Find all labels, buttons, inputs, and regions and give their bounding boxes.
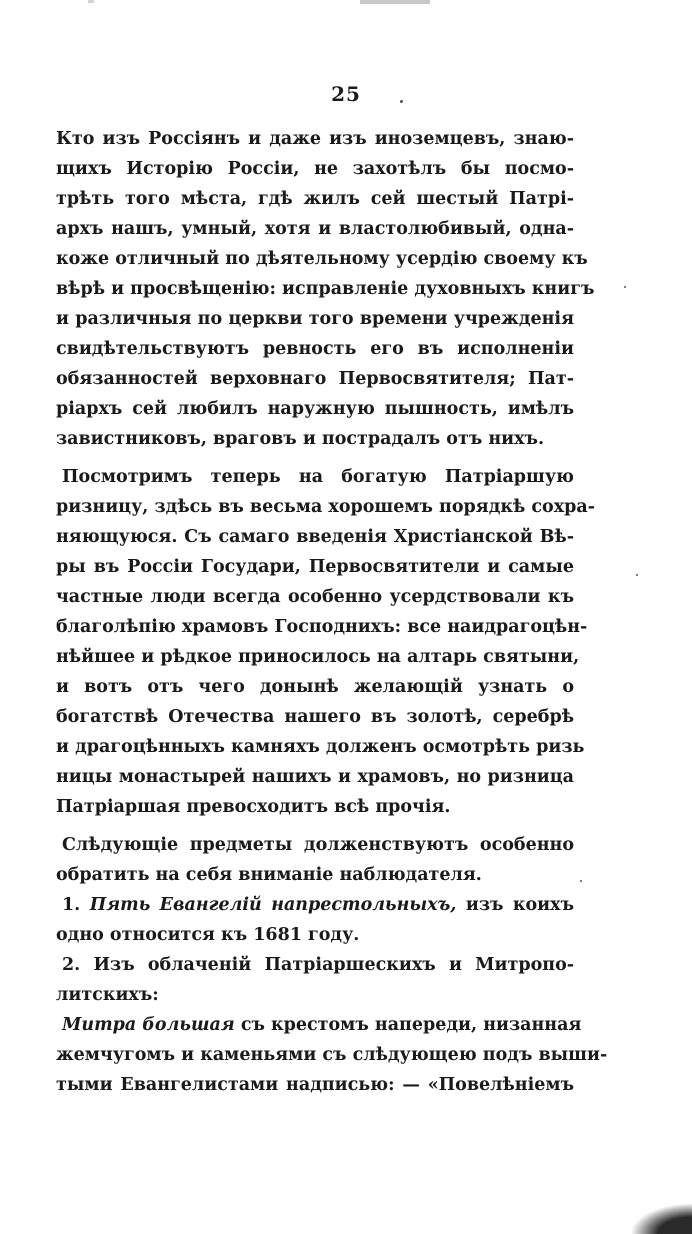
paragraph	[56, 950, 574, 1010]
page-number: 25	[331, 82, 361, 106]
text-line: одно относится къ 1681 году.	[56, 925, 360, 945]
paragraph	[56, 124, 595, 454]
text-line: жемчугомъ и каменьями съ слѣдующею подъ выши-	[56, 1045, 608, 1065]
text-line: свидѣтельствуютъ ревность его въ исполненіи	[56, 339, 574, 359]
text-line: коже отличный по дѣятельному усердію своему къ	[56, 249, 588, 269]
text-line: частные люди всегда особенно усердствовали къ	[56, 587, 574, 607]
text-line: вѣрѣ и просвѣщенію: исправленіе духовныхъ книгъ	[56, 279, 595, 299]
page-edge-mark	[88, 0, 94, 3]
ink-speck	[636, 574, 638, 576]
text-fragment: изъ коихъ	[465, 895, 574, 915]
text-line: щихъ Исторію Россіи, не захотѣлъ бы посмо-	[56, 159, 574, 179]
text-line: ризницу, здѣсь въ весьма хорошемъ порядкѣ сохра-	[56, 497, 596, 517]
text-line: и вотъ отъ чего донынѣ желающій узнать о	[56, 677, 574, 697]
text-line: архъ нашъ, умный, хотя и властолюбивый, одна-	[56, 219, 574, 239]
text-line: обязанностей верховнаго Первосвятителя; Пат-	[56, 369, 574, 389]
text-line: нѣйшее и рѣдкое приносилось на алтарь святыни,	[56, 647, 580, 667]
text-line: завистниковъ, враговъ и пострадалъ отъ нихъ.	[56, 429, 545, 449]
page-corner-shadow	[632, 1204, 692, 1234]
text-fragment: съ крестомъ напереди, низанная	[240, 1015, 582, 1035]
paragraph	[56, 462, 596, 822]
text-line	[56, 890, 574, 920]
text-line: и драгоцѣнныхъ камняхъ долженъ осмотрѣть ризь	[56, 737, 585, 757]
paragraph	[56, 830, 574, 890]
text-line: Посмотримъ теперь на богатую Патріаршую	[62, 467, 574, 487]
text-line: литскихъ:	[56, 985, 159, 1005]
text-line: ры въ Россіи Государи, Первосвятители и самые	[56, 557, 574, 577]
item-title: Пять Евангелій напрестольныхъ,	[89, 895, 457, 915]
paragraph	[56, 890, 574, 950]
text-line: Слѣдующіе предметы долженствуютъ особенно	[62, 835, 574, 855]
item-number: 1.	[62, 895, 81, 915]
item-title: Митра большая	[62, 1015, 235, 1035]
text-line: обратить на себя вниманіе наблюдателя.	[56, 865, 482, 885]
text-line: благолѣпію храмовъ Господнихъ: все наидрагоцѣн-	[56, 617, 588, 637]
page-body	[56, 124, 608, 1100]
text-line: Кто изъ Россіянъ и даже изъ иноземцевъ, знаю-	[56, 129, 574, 149]
text-line	[56, 1010, 582, 1040]
text-line: тыми Евангелистами надписью: — «Повелѣніемъ	[56, 1075, 574, 1095]
text-line: трѣть того мѣста, гдѣ жилъ сей шестый Патрі-	[56, 189, 574, 209]
text-line: богатствѣ Отечества нашего въ золотѣ, серебрѣ	[56, 707, 574, 727]
text-line: 2. Изъ облаченій Патріаршескихъ и Митропо-	[62, 955, 574, 975]
text-line: ріархъ сей любилъ наружную пышность, имѣлъ	[56, 399, 574, 419]
text-line: и различныя по церкви того времени учрежденія	[56, 309, 574, 329]
page-edge-mark	[360, 0, 430, 4]
ink-speck	[580, 880, 582, 882]
text-line: Патріаршая превосходитъ всѣ прочія.	[56, 797, 451, 817]
ink-speck	[624, 286, 626, 288]
text-line: няющуюся. Съ самаго введенія Христіанской Вѣ-	[56, 527, 574, 547]
paragraph	[56, 1010, 608, 1100]
ink-speck	[400, 100, 403, 103]
text-line: ницы монастырей нашихъ и храмовъ, но ризница	[56, 767, 574, 787]
